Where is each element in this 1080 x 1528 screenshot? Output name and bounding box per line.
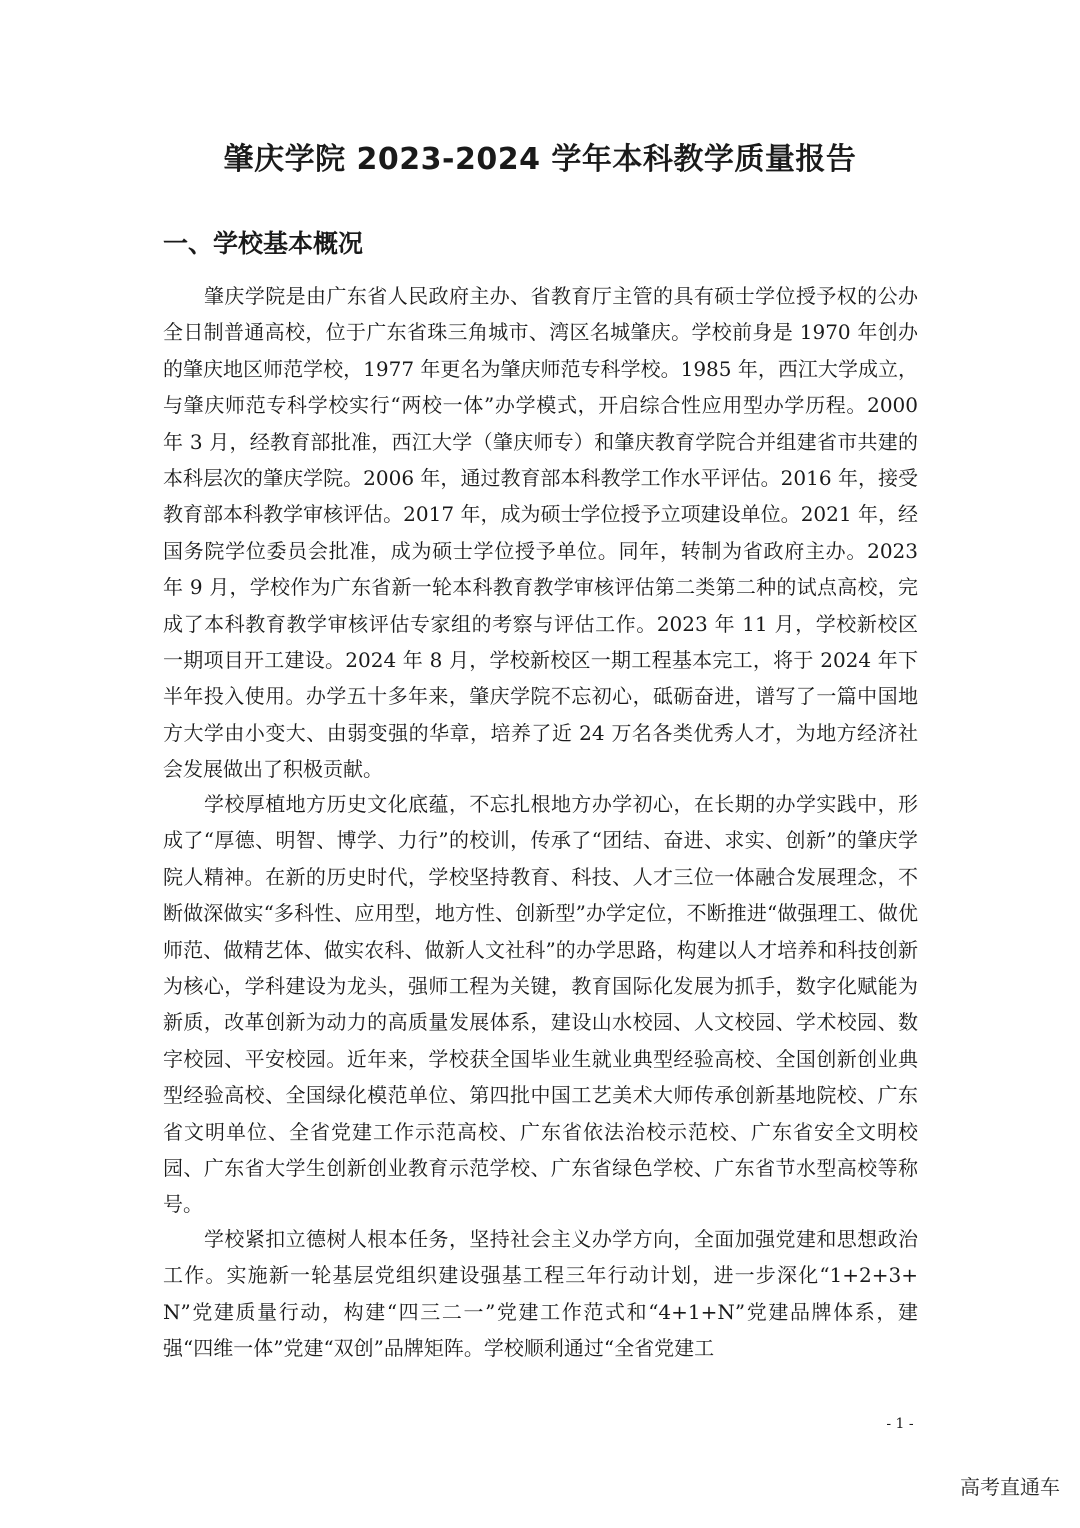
page-number: - 1 -: [886, 1416, 914, 1432]
section-heading: 一、学校基本概况: [163, 229, 364, 258]
watermark-text: 高考直通车: [960, 1475, 1060, 1499]
paragraph-party-building: 学校紧扣立德树人根本任务，坚持社会主义办学方向，全面加强党建和思想政治工作。实施新一轮基层党组织建设强基工程三年行动计划，进一步深化“1+2+3+N”党建质量行动，构建“四三二一”党建工作范式和“4+1+N”党建品牌体系，建强“四维一体”党建“双创”品牌矩阵。学校顺利通过“全省党建工: [163, 1227, 918, 1361]
paragraph-culture-honors: 学校厚植地方历史文化底蕴，不忘扎根地方办学初心，在长期的办学实践中，形成了“厚德、明智、博学、力行”的校训，传承了“团结、奋进、求实、创新”的肇庆学院人精神。在新的历史时代，学校坚持教育、科技、人才三位一体融合发展理念，不断做深做实“多科性、应用型，地方性、创新型”办学定位，不断推进“做强理工、做优师范、做精艺体、做实农科、做新人文社科”的办学思路，构建以人才培养和科技创新为核心，学科建设为龙头，强师工程为关键，教育国际化发展为抓手，数字化赋能为新质，改革创新为动力的高质量发展体系，建设山水校园、人文校园、学术校园、数字校园、平安校园。近年来，学校获全国毕业生就业典型经验高校、全国创新创业典型经验高校、全国绿化模范单位、第四批中国工艺美术大师传承创新基地院校、广东省文明单位、全省党建工作示范高校、广东省依法治校示范校、广东省安全文明校园、广东省大学生创新创业教育示范学校、广东省绿色学校、广东省节水型高校等称号。: [163, 792, 918, 1217]
document-title: 肇庆学院 2023-2024 学年本科教学质量报告: [223, 142, 857, 177]
paragraph-overview-history: 肇庆学院是由广东省人民政府主办、省教育厅主管的具有硕士学位授予权的公办全日制普通高校，位于广东省珠三角城市、湾区名城肇庆。学校前身是 1970 年创办的肇庆地区师范学校，1977 年更名为肇庆师范专科学校。1985 年，西江大学成立，与肇庆师范专科学校实行“两校一体”办学模式，开启综合性应用型办学历程。2000 年 3 月，经教育部批准，西江大学（肇庆师专）和肇庆教育学院合并组建省市共建的本科层次的肇庆学院。2006 年，通过教育部本科教学工作水平评估。2016 年，接受教育部本科教学审核评估。2017 年，成为硕士学位授予立项建设单位。2021 年，经国务院学位委员会批准，成为硕士学位授予单位。同年，转制为省政府主办。2023 年 9 月，学校作为广东省新一轮本科教育教学审核评估第二类第二种的试点高校，完成了本科教育教学审核评估专家组的考察与评估工作。2023 年 11 月，学校新校区一期项目开工建设。2024 年 8 月，学校新校区一期工程基本完工，将于 2024 年下半年投入使用。办学五十多年来，肇庆学院不忘初心，砥砺奋进，谱写了一篇中国地方大学由小变大、由弱变强的华章，培养了近 24 万名各类优秀人才，为地方经济社会发展做出了积极贡献。: [163, 284, 918, 782]
